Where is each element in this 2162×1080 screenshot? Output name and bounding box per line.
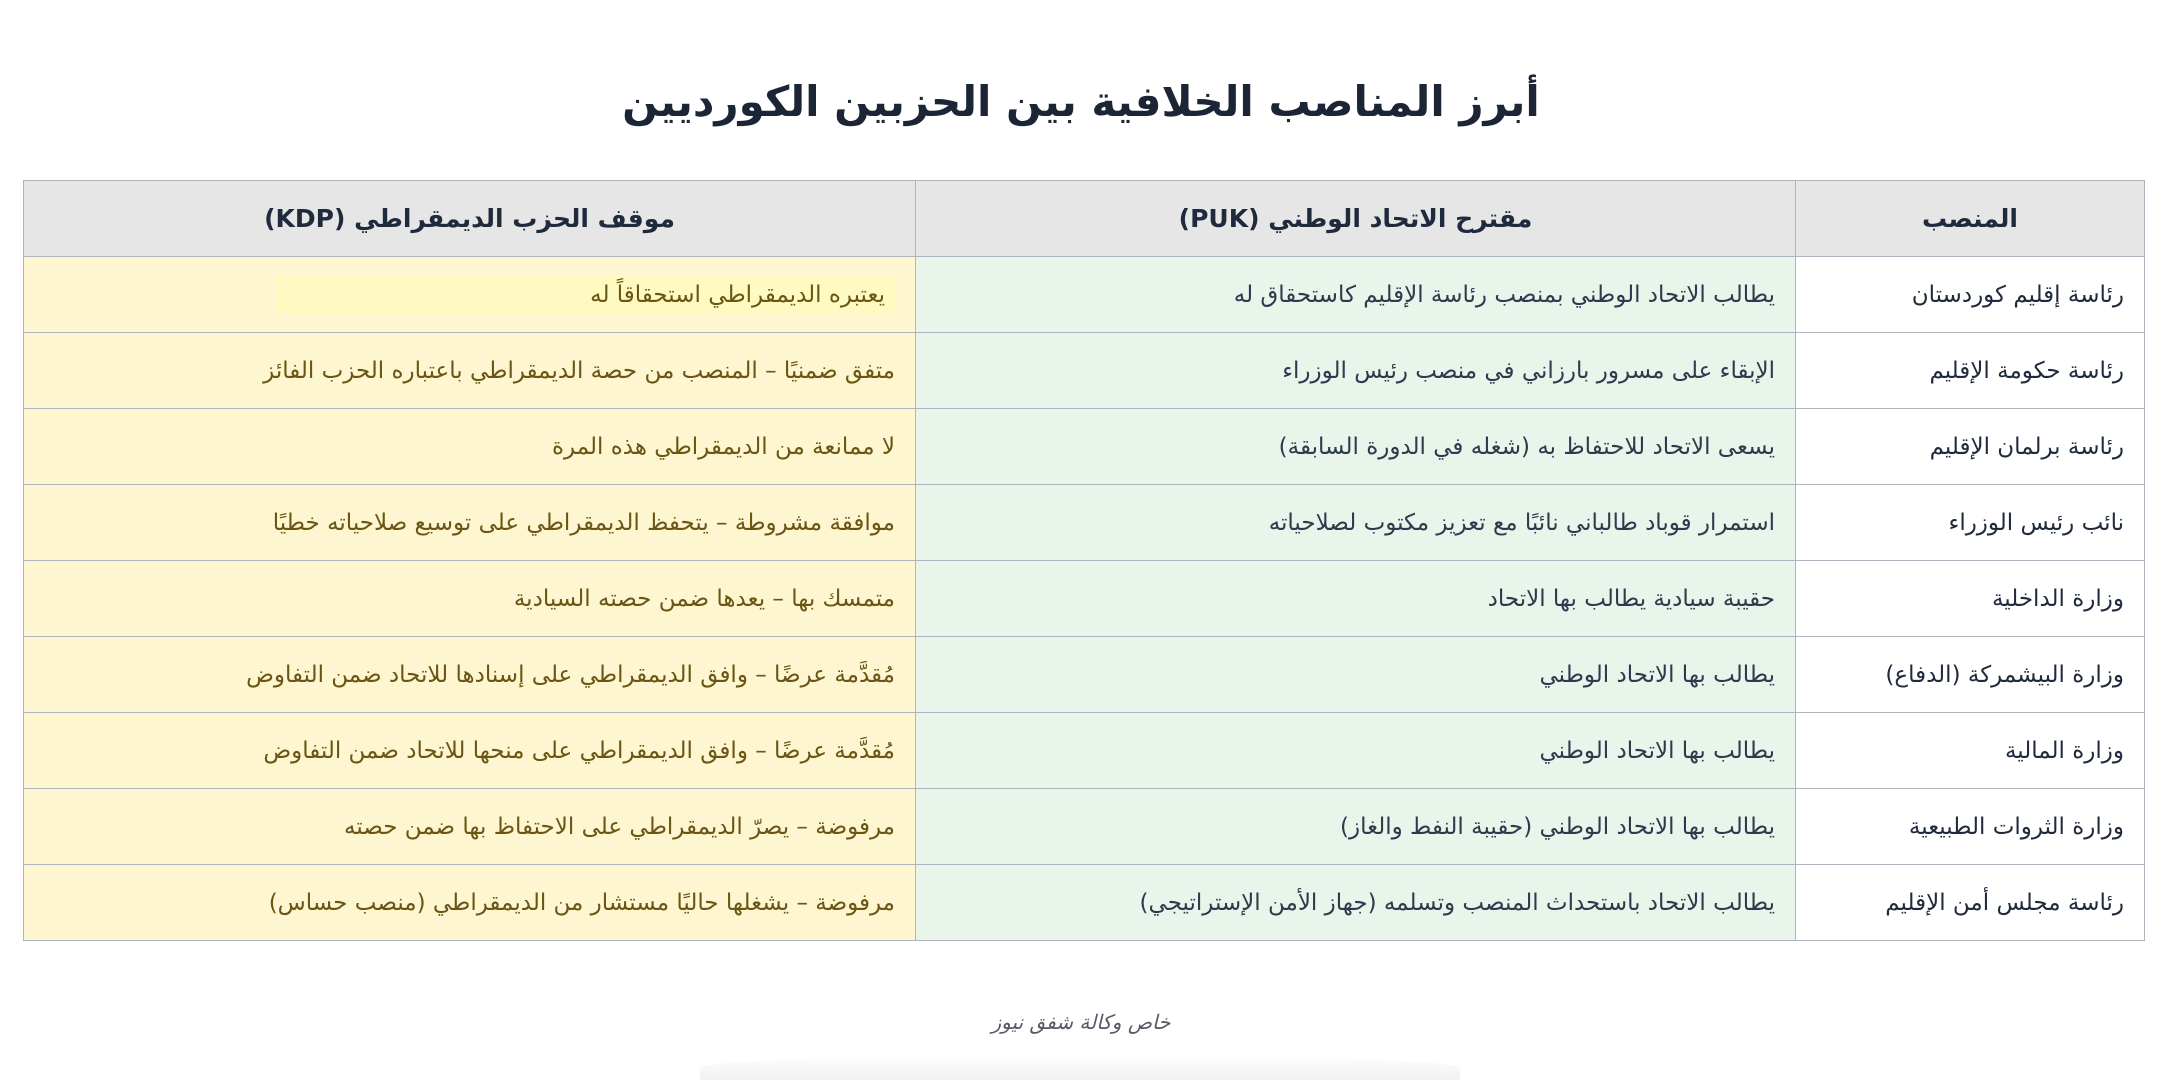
position-cell: رئاسة إقليم كوردستان — [1796, 257, 2145, 333]
kdp-cell: مُقدَّمة عرضًا – وافق الديمقراطي على إسنادها للاتحاد ضمن التفاوض — [24, 637, 916, 713]
kdp-cell: موافقة مشروطة – يتحفظ الديمقراطي على توسيع صلاحياته خطيًا — [24, 485, 916, 561]
positions-table — [23, 180, 2145, 941]
position-cell: وزارة البيشمركة (الدفاع) — [1796, 637, 2145, 713]
kdp-cell: متمسك بها – يعدها ضمن حصته السيادية — [24, 561, 916, 637]
table-header-row — [24, 181, 2145, 257]
position-cell: وزارة الداخلية — [1796, 561, 2145, 637]
puk-cell: استمرار قوباد طالباني نائبًا مع تعزيز مكتوب لصلاحياته — [916, 485, 1796, 561]
kdp-cell: لا ممانعة من الديمقراطي هذه المرة — [24, 409, 916, 485]
kdp-cell: مرفوضة – يشغلها حاليًا مستشار من الديمقراطي (منصب حساس) — [24, 865, 916, 941]
position-cell: رئاسة برلمان الإقليم — [1796, 409, 2145, 485]
page-bottom-shade — [700, 1055, 1460, 1080]
puk-cell: يطالب بها الاتحاد الوطني — [916, 713, 1796, 789]
table-row — [24, 485, 2145, 561]
kdp-cell — [24, 257, 916, 333]
position-cell: وزارة المالية — [1796, 713, 2145, 789]
source-credit: خاص وكالة شفق نيوز — [991, 1010, 1171, 1034]
table-row — [24, 713, 2145, 789]
table-row — [24, 409, 2145, 485]
puk-cell: يطالب بها الاتحاد الوطني (حقيبة النفط والغاز) — [916, 789, 1796, 865]
puk-cell: يطالب بها الاتحاد الوطني — [916, 637, 1796, 713]
kdp-cell-text: يعتبره الديمقراطي استحقاقاً له — [275, 276, 895, 314]
position-cell: رئاسة حكومة الإقليم — [1796, 333, 2145, 409]
page-title: أبرز المناصب الخلافية بين الحزبين الكورديين — [622, 77, 1540, 126]
position-cell: نائب رئيس الوزراء — [1796, 485, 2145, 561]
positions-table-container — [23, 180, 2144, 941]
kdp-cell: متفق ضمنيًا – المنصب من حصة الديمقراطي باعتباره الحزب الفائز — [24, 333, 916, 409]
puk-cell: يطالب الاتحاد الوطني بمنصب رئاسة الإقليم كاستحقاق له — [916, 257, 1796, 333]
table-row — [24, 333, 2145, 409]
puk-cell: يطالب الاتحاد باستحداث المنصب وتسلمه (جهاز الأمن الإستراتيجي) — [916, 865, 1796, 941]
kdp-cell: مُقدَّمة عرضًا – وافق الديمقراطي على منحها للاتحاد ضمن التفاوض — [24, 713, 916, 789]
table-row — [24, 257, 2145, 333]
table-row — [24, 637, 2145, 713]
puk-cell: يسعى الاتحاد للاحتفاظ به (شغله في الدورة السابقة) — [916, 409, 1796, 485]
header-position: المنصب — [1796, 181, 2145, 257]
header-puk: مقترح الاتحاد الوطني (PUK) — [916, 181, 1796, 257]
table-row — [24, 865, 2145, 941]
header-kdp: موقف الحزب الديمقراطي (KDP) — [24, 181, 916, 257]
table-row — [24, 789, 2145, 865]
position-cell: وزارة الثروات الطبيعية — [1796, 789, 2145, 865]
puk-cell: الإبقاء على مسرور بارزاني في منصب رئيس الوزراء — [916, 333, 1796, 409]
position-cell: رئاسة مجلس أمن الإقليم — [1796, 865, 2145, 941]
puk-cell: حقيبة سيادية يطالب بها الاتحاد — [916, 561, 1796, 637]
kdp-cell: مرفوضة – يصرّ الديمقراطي على الاحتفاظ بها ضمن حصته — [24, 789, 916, 865]
table-row — [24, 561, 2145, 637]
